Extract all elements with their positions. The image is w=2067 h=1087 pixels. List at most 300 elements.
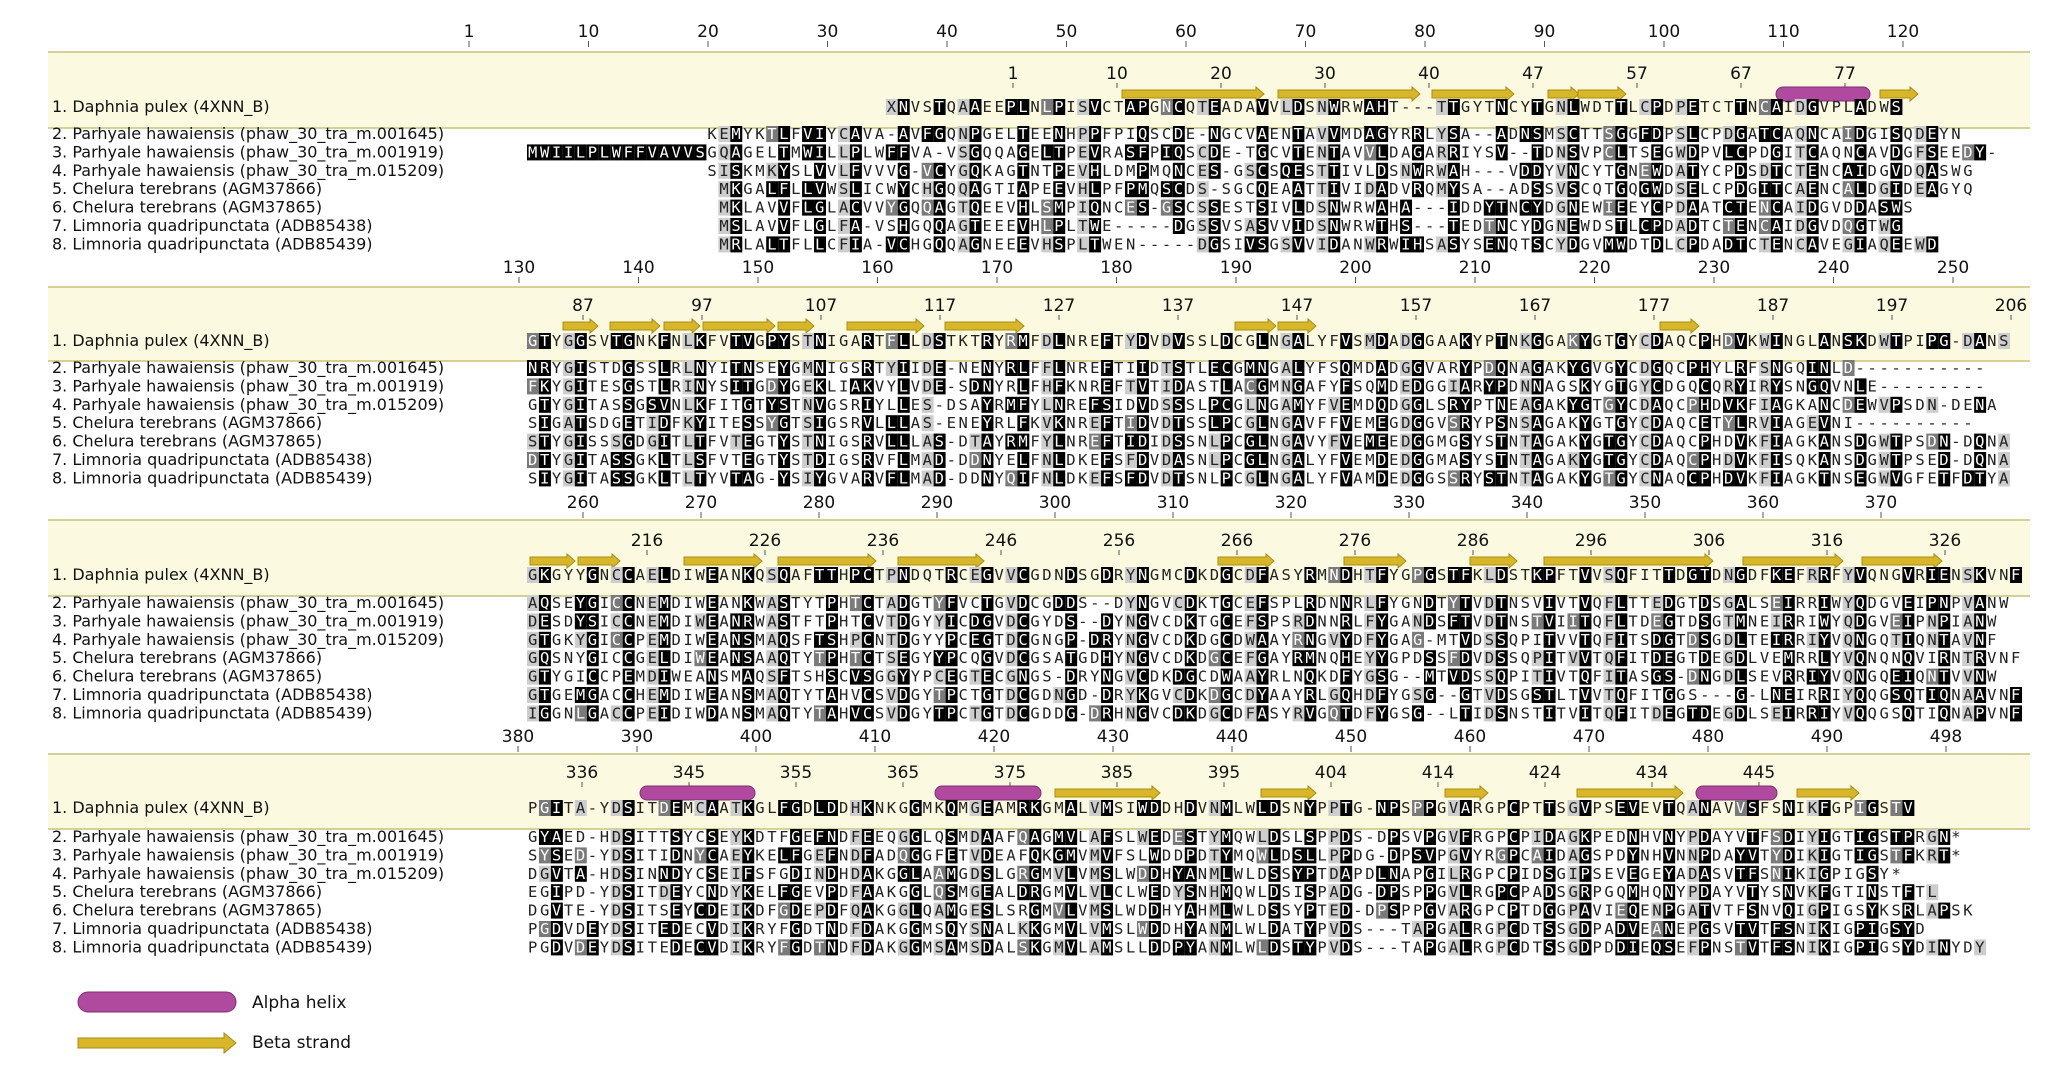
residue: V — [994, 649, 1003, 667]
residue: N — [1844, 377, 1853, 395]
residue: Q — [1844, 612, 1853, 630]
residue: R — [1473, 377, 1483, 395]
residue: L — [899, 396, 908, 414]
residue: P — [1485, 414, 1494, 432]
residue: V — [1138, 377, 1147, 395]
residue: N — [839, 846, 848, 864]
residue: G — [1413, 704, 1422, 722]
residue: P — [1521, 828, 1530, 846]
residue: D — [1066, 668, 1075, 686]
residue: E — [707, 631, 716, 649]
residue: C — [863, 566, 872, 584]
residue: S — [1640, 143, 1649, 161]
residue: P — [1054, 217, 1063, 235]
residue: S — [1772, 799, 1781, 817]
residue: N — [959, 125, 968, 143]
residue: W — [695, 686, 705, 704]
residue: Y — [1473, 98, 1483, 116]
residue: C — [1856, 143, 1865, 161]
residue: K — [707, 125, 717, 143]
residue: T — [1198, 612, 1207, 630]
residue: N — [1341, 594, 1350, 612]
residue: S — [1353, 828, 1362, 846]
residue: E — [1891, 612, 1900, 630]
residue: D — [1712, 396, 1721, 414]
residue: K — [1557, 359, 1567, 377]
residue: S — [1592, 846, 1601, 864]
residue: R — [540, 359, 550, 377]
residue: S — [1437, 612, 1446, 630]
residue: S — [528, 414, 537, 432]
residue: N — [1879, 566, 1888, 584]
residue: S — [1413, 846, 1422, 864]
residue: I — [576, 451, 585, 469]
residue: W — [1222, 668, 1232, 686]
residue: E — [1616, 199, 1625, 217]
residue: D — [1616, 828, 1625, 846]
residue: Y — [779, 451, 789, 469]
residue: Q — [1856, 594, 1865, 612]
residue: Q — [1676, 414, 1685, 432]
residue: Y — [1377, 649, 1387, 667]
residue: Y — [1258, 686, 1268, 704]
residue: R — [863, 433, 873, 451]
residue: T — [971, 217, 980, 235]
residue: C — [1030, 594, 1039, 612]
residue: Y — [1533, 199, 1543, 217]
residue: G — [1963, 162, 1972, 180]
residue: N — [1126, 612, 1135, 630]
residue: - — [1891, 414, 1900, 432]
residue: F — [1126, 469, 1135, 487]
residue: C — [624, 631, 633, 649]
residue: T — [1341, 704, 1350, 722]
residue: N — [731, 594, 740, 612]
residue: D — [1353, 125, 1362, 143]
residue: K — [1078, 469, 1088, 487]
residue: G — [1796, 332, 1805, 350]
residue: D — [1198, 846, 1207, 864]
residue: R — [1808, 649, 1818, 667]
residue: D — [767, 377, 776, 395]
residue: W — [1868, 396, 1878, 414]
residue: Q — [1868, 704, 1877, 722]
residue: D — [1521, 162, 1530, 180]
residue: G — [911, 649, 920, 667]
residue: G — [1425, 332, 1434, 350]
residue: Y — [1628, 332, 1638, 350]
residue: N — [982, 377, 991, 395]
residue: G — [899, 799, 908, 817]
residue: I — [1449, 199, 1458, 217]
residue: A — [1700, 199, 1710, 217]
residue: F — [1915, 469, 1924, 487]
residue: Q — [1664, 396, 1673, 414]
residue: W — [1891, 199, 1901, 217]
residue: T — [1688, 704, 1697, 722]
residue: P — [1401, 846, 1410, 864]
residue: T — [1963, 649, 1972, 667]
residue: Q — [1329, 649, 1338, 667]
residue: Y — [1640, 377, 1650, 395]
residue: G — [947, 199, 956, 217]
residue: I — [1473, 704, 1482, 722]
residue: G — [791, 377, 800, 395]
residue: N — [1927, 396, 1936, 414]
residue: C — [1521, 199, 1530, 217]
residue: S — [1198, 180, 1207, 198]
residue: A — [600, 451, 610, 469]
residue: P — [1389, 828, 1398, 846]
residue: T — [1939, 668, 1948, 686]
residue: T — [935, 566, 944, 584]
residue: T — [719, 414, 728, 432]
residue: D — [1509, 377, 1518, 395]
residue: D — [1353, 846, 1362, 864]
ref-ruler-number: 10 — [1106, 64, 1128, 84]
residue: S — [1329, 359, 1338, 377]
residue: G — [1425, 469, 1434, 487]
residue: P — [1700, 469, 1709, 487]
residue: F — [1604, 631, 1613, 649]
residue: D — [755, 828, 764, 846]
residue: N — [1138, 594, 1147, 612]
residue: W — [672, 668, 682, 686]
residue: N — [672, 332, 681, 350]
residue: C — [1174, 180, 1183, 198]
ref-ruler-number: 256 — [1103, 531, 1135, 551]
residue: V — [1569, 631, 1578, 649]
residue: - — [1879, 377, 1888, 395]
residue: V — [1987, 649, 1996, 667]
residue: I — [576, 469, 585, 487]
sequence-row — [528, 396, 1997, 414]
residue: G — [1724, 649, 1733, 667]
residue: W — [887, 180, 897, 198]
residue: T — [1616, 217, 1625, 235]
residue: T — [576, 414, 585, 432]
residue: V — [1270, 217, 1279, 235]
residue: V — [660, 396, 669, 414]
sequence-row — [527, 631, 1996, 649]
residue: I — [564, 143, 573, 161]
residue: Y — [779, 359, 789, 377]
residue: W — [755, 594, 765, 612]
residue: C — [1712, 162, 1721, 180]
residue: R — [1114, 566, 1124, 584]
residue: T — [1437, 668, 1446, 686]
residue: F — [1246, 612, 1255, 630]
residue: L — [887, 396, 896, 414]
species-label: 7. Limnoria quadripunctata (ADB85438) — [52, 450, 373, 469]
residue: R — [1305, 686, 1315, 704]
ref-ruler-number: 40 — [1418, 64, 1440, 84]
residue: T — [648, 846, 657, 864]
residue: Q — [1580, 668, 1589, 686]
residue: P — [1915, 612, 1924, 630]
residue: K — [815, 377, 825, 395]
residue: T — [1700, 217, 1709, 235]
residue: - — [1939, 414, 1948, 432]
residue: I — [1580, 704, 1589, 722]
residue: S — [743, 631, 752, 649]
residue: D — [1270, 799, 1279, 817]
residue: S — [1533, 686, 1542, 704]
residue: S — [1377, 668, 1386, 686]
residue: P — [1724, 162, 1733, 180]
residue: T — [767, 451, 776, 469]
residue: N — [1317, 143, 1326, 161]
residue: - — [947, 377, 956, 395]
residue: G — [1592, 332, 1601, 350]
residue: E — [971, 414, 980, 432]
residue: R — [1413, 180, 1423, 198]
residue: T — [588, 377, 597, 395]
residue: Y — [1628, 846, 1638, 864]
residue: G — [1664, 143, 1673, 161]
residue: G — [624, 433, 633, 451]
residue: R — [947, 566, 957, 584]
residue: W — [1341, 199, 1351, 217]
residue: D — [1784, 828, 1793, 846]
residue: I — [1927, 704, 1936, 722]
residue: P — [1712, 125, 1721, 143]
residue: W — [1090, 217, 1100, 235]
sequence-row — [528, 799, 1914, 817]
residue: S — [1604, 799, 1613, 817]
residue: I — [1903, 631, 1912, 649]
residue: K — [863, 799, 873, 817]
residue: E — [1018, 235, 1027, 253]
residue: V — [1724, 396, 1733, 414]
residue: L — [1210, 469, 1219, 487]
residue: G — [1664, 631, 1673, 649]
residue: A — [1270, 649, 1280, 667]
residue: - — [1437, 704, 1446, 722]
residue: N — [1521, 125, 1530, 143]
ruler-number: 350 — [1629, 493, 1661, 513]
species-label: 6. Chelura terebrans (AGM37865) — [52, 667, 322, 686]
residue: P — [1329, 828, 1338, 846]
residue: G — [1808, 377, 1817, 395]
residue: T — [1628, 143, 1637, 161]
residue: L — [815, 799, 824, 817]
residue: W — [1879, 217, 1889, 235]
residue: L — [1066, 217, 1075, 235]
residue: H — [1090, 162, 1099, 180]
residue: L — [827, 217, 836, 235]
residue: I — [683, 566, 692, 584]
residue: F — [803, 566, 812, 584]
residue: V — [1963, 668, 1972, 686]
residue: N — [731, 612, 740, 630]
residue: E — [1700, 414, 1709, 432]
residue: S — [839, 180, 848, 198]
residue: A — [1126, 98, 1136, 116]
residue: P — [947, 649, 956, 667]
residue: Y — [1341, 631, 1351, 649]
residue: P — [1652, 217, 1661, 235]
residue: V — [815, 396, 824, 414]
residue: P — [1222, 414, 1231, 432]
residue: A — [1509, 180, 1519, 198]
residue: S — [779, 396, 788, 414]
residue: D — [1174, 846, 1183, 864]
ref-ruler-number: 365 — [887, 763, 919, 783]
residue: Q — [1879, 235, 1888, 253]
residue: T — [1533, 704, 1542, 722]
residue: A — [1652, 396, 1662, 414]
residue: W — [1676, 143, 1686, 161]
residue: G — [1090, 566, 1099, 584]
residue: N — [1569, 162, 1578, 180]
residue: E — [994, 125, 1003, 143]
residue: D — [1963, 143, 1972, 161]
residue: P — [636, 631, 645, 649]
residue: G — [1413, 332, 1422, 350]
residue: Q — [1592, 180, 1601, 198]
residue: S — [1497, 704, 1506, 722]
residue: P — [851, 566, 860, 584]
residue: G — [1485, 799, 1494, 817]
residue: F — [636, 143, 645, 161]
residue: C — [959, 566, 968, 584]
residue: T — [731, 359, 740, 377]
residue: L — [875, 414, 884, 432]
species-label: 2. Parhyale hawaiensis (phaw_30_tra_m.001645) — [52, 827, 444, 847]
residue: G — [1246, 469, 1255, 487]
residue: C — [863, 704, 872, 722]
residue: L — [1736, 631, 1745, 649]
residue: V — [994, 612, 1003, 630]
residue: L — [1042, 217, 1051, 235]
residue: F — [779, 180, 788, 198]
species-label: 3. Parhyale hawaiensis (phaw_30_tra_m.001919) — [52, 611, 444, 631]
residue: S — [612, 451, 621, 469]
residue: V — [1497, 143, 1506, 161]
residue: T — [1042, 162, 1051, 180]
residue: C — [959, 649, 968, 667]
residue: I — [1784, 704, 1793, 722]
residue: Y — [779, 433, 789, 451]
residue: M — [1545, 125, 1554, 143]
residue: - — [1497, 162, 1506, 180]
residue: K — [1078, 451, 1088, 469]
residue: F — [887, 332, 896, 350]
residue: V — [719, 332, 728, 350]
residue: D — [1700, 704, 1709, 722]
residue: G — [1210, 704, 1219, 722]
residue: D — [1389, 377, 1398, 395]
residue: V — [923, 162, 932, 180]
residue: C — [1784, 180, 1793, 198]
residue: E — [648, 612, 657, 630]
residue: V — [1413, 828, 1422, 846]
species-label: 8. Limnoria quadripunctata (ADB85439) — [52, 234, 373, 253]
residue: H — [1353, 686, 1362, 704]
residue: D — [1652, 649, 1661, 667]
residue: N — [695, 359, 704, 377]
residue: H — [839, 704, 848, 722]
residue: N — [982, 469, 991, 487]
residue: E — [1748, 199, 1757, 217]
residue: Y — [923, 612, 933, 630]
residue: T — [1724, 612, 1733, 630]
residue: C — [875, 180, 884, 198]
residue: V — [1341, 451, 1350, 469]
residue: E — [1150, 828, 1159, 846]
residue: G — [911, 612, 920, 630]
residue: T — [1748, 631, 1757, 649]
residue: V — [1341, 469, 1350, 487]
residue: T — [923, 594, 932, 612]
residue: T — [971, 668, 980, 686]
residue: T — [1545, 686, 1554, 704]
residue: E — [707, 612, 716, 630]
residue: Y — [540, 828, 550, 846]
residue: G — [588, 649, 597, 667]
residue: F — [1317, 396, 1326, 414]
residue: D — [959, 469, 968, 487]
residue: - — [1987, 143, 1996, 161]
residue: - — [1939, 396, 1948, 414]
residue: R — [1784, 668, 1794, 686]
residue: Y — [803, 686, 813, 704]
residue: Y — [1676, 828, 1686, 846]
residue: G — [564, 469, 573, 487]
residue: Y — [875, 396, 885, 414]
residue: Y — [899, 668, 909, 686]
residue: - — [1891, 377, 1900, 395]
residue: S — [1604, 217, 1613, 235]
residue: Q — [1497, 668, 1506, 686]
residue: T — [803, 451, 812, 469]
residue: D — [1150, 799, 1159, 817]
residue: H — [1114, 704, 1123, 722]
residue: D — [1186, 799, 1195, 817]
residue: P — [767, 332, 776, 350]
residue: D — [1664, 162, 1673, 180]
residue: D — [1341, 828, 1350, 846]
residue: M — [803, 359, 812, 377]
residue: F — [815, 828, 824, 846]
residue: T — [779, 143, 788, 161]
residue: W — [1879, 451, 1889, 469]
residue: A — [791, 566, 801, 584]
residue: D — [1198, 704, 1207, 722]
residue: L — [1054, 433, 1063, 451]
residue: D — [1724, 433, 1733, 451]
residue: E — [1090, 433, 1099, 451]
residue: V — [1592, 235, 1601, 253]
residue: Y — [923, 649, 933, 667]
residue: V — [1150, 332, 1159, 350]
residue: D — [1700, 235, 1709, 253]
residue: T — [1449, 217, 1458, 235]
residue: K — [1030, 799, 1040, 817]
residue: D — [1856, 433, 1865, 451]
residue: T — [791, 704, 800, 722]
residue: T — [791, 668, 800, 686]
residue: V — [1246, 235, 1255, 253]
residue: D — [576, 828, 585, 846]
residue: T — [540, 686, 549, 704]
residue: E — [1006, 235, 1015, 253]
residue: T — [803, 332, 812, 350]
residue: Q — [1879, 649, 1888, 667]
residue: Y — [1844, 566, 1854, 584]
residue: H — [1066, 125, 1075, 143]
